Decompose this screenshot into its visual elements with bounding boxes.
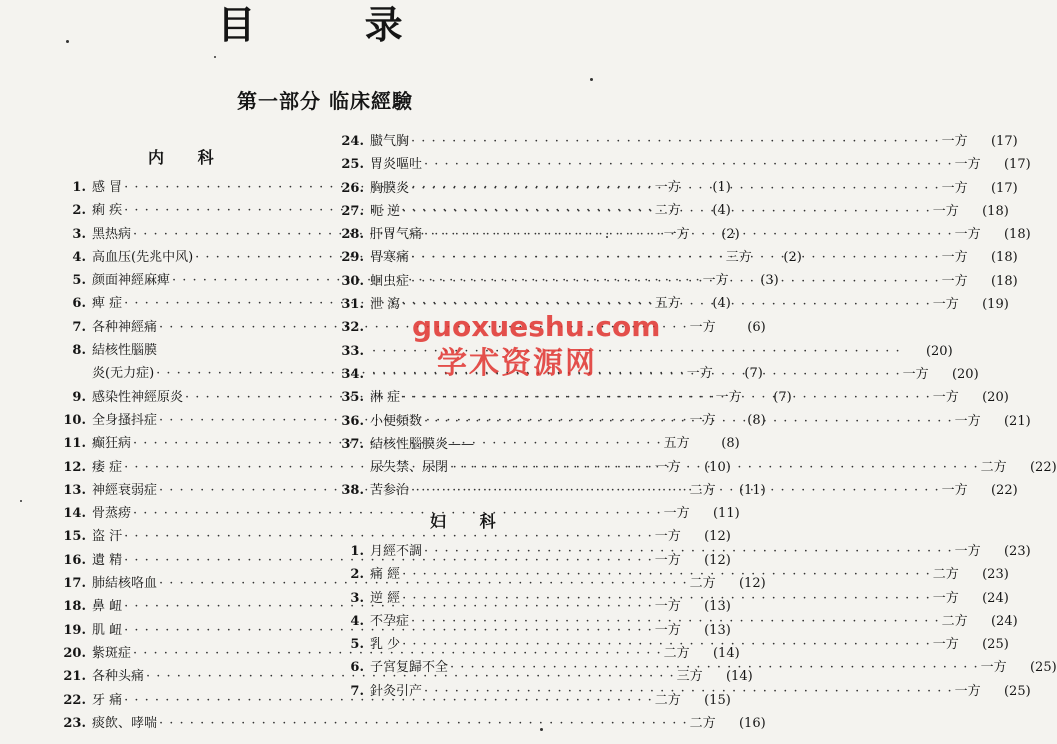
entry-number: 11. [63,436,86,452]
entry-prescription-count: 一方 [715,389,742,405]
entry-page: (18) [982,203,1009,219]
entry-number: 14. [63,506,86,522]
entry-number: 24. [341,134,364,149]
entry-page: (24) [982,590,1009,606]
toc-entry [58,525,731,548]
entry-prescription-count: 一方 [654,552,681,568]
toc-entry [58,339,310,362]
entry-title: 各种头痛 [92,669,145,685]
entry-number: 26. [341,180,364,196]
entry-title: 逆 經 [370,590,401,606]
entry-page: (20) [925,343,953,359]
entry-title: 針灸引产 [370,683,423,699]
entry-page: (24) [990,613,1018,629]
entry-number: 23. [63,715,86,731]
entry-prescription-count: 二方 [654,692,681,708]
entry-page: (17) [1003,157,1031,173]
entry-page: (12) [738,576,766,592]
entry-prescription-count: 二方 [654,203,681,219]
entry-prescription-count: 一方 [654,180,681,195]
entry-title: 痰飲、哮喘 [92,715,158,731]
entry-number: 29. [341,250,364,266]
entry-title: 黑热病 [92,226,132,242]
toc-entry [336,177,1018,200]
toc-entry [336,410,1031,433]
entry-number: 31. [341,297,364,313]
entry-prescription-count: 二方 [689,715,716,731]
entry-prescription-count: 一方 [686,366,713,382]
entry-prescription-count: 一方 [663,506,690,522]
entry-number: 5. [72,273,86,289]
entry-prescription-count: 五方 [663,436,690,452]
entry-title: 痢 疾 [92,203,123,219]
entry-page: (23) [982,567,1009,583]
entry-prescription-count: 一方 [932,390,959,406]
entry-title: 紫斑症 [92,645,132,661]
entry-prescription-count: 一方 [941,180,968,196]
entry-prescription-count: 一方 [954,544,981,559]
entry-prescription-count: 一方 [954,227,981,243]
entry-title: 全身搔抖症 [92,412,158,428]
entry-prescription-count: 一方 [654,529,681,545]
entry-number: 37. [341,436,364,452]
leader-dots [411,610,940,633]
entry-title: 炎(无力症) [92,366,155,382]
leader-dots [411,177,940,200]
entry-page: (10) [704,459,731,475]
leader-dots [411,270,940,293]
entry-number: 13. [63,482,86,498]
watermark [412,310,661,384]
entry-page: (20) [951,366,979,382]
entry-title: 痛 經 [370,567,401,583]
entry-page: (17) [990,180,1018,196]
entry-title: 高血压(先兆中风) [92,249,194,265]
entry-page: (11) [738,482,766,498]
leader-dots [159,712,688,735]
entry-number: 16. [63,552,86,568]
entry-title: 蛔虫症 [370,273,410,289]
entry-title: 呃 逆 [370,203,401,219]
entry-prescription-count: 二方 [689,576,716,592]
entry-title: 臌气胸 [370,134,410,149]
entry-number: 4. [72,249,86,265]
entry-title: 肺結核咯血 [92,576,158,592]
entry-number: 21. [63,669,86,685]
entry-title: 鼻 衄 [92,599,123,615]
toc-entry [336,386,1009,409]
entry-page: (13) [704,599,731,615]
leader-dots [450,656,979,679]
entry-page: (1) [712,180,731,195]
entry-prescription-count: 一方 [980,660,1007,676]
entry-page: (2) [783,249,802,265]
scan-speck [590,78,593,81]
entry-number: 30. [341,273,364,289]
entry-title: 不孕症 [370,613,410,629]
entry-page: (22) [990,483,1018,499]
entry-number: 33. [341,343,364,359]
leader-dots [450,456,979,479]
entry-title: 胃寒痛 [370,250,410,266]
entry-number: 4. [350,613,364,629]
entry-prescription-count: 一方 [941,273,968,289]
entry-number: 28. [341,227,364,243]
toc-entry [58,712,766,735]
entry-prescription-count: 二方 [663,645,690,661]
entry-prescription-count: 一方 [689,319,716,335]
entry-page: (19) [982,297,1009,313]
entry-number: 34. [341,366,364,382]
entry-page: (12) [704,529,731,545]
entry-title: 痺 症 [92,296,123,312]
leader-dots [402,563,931,586]
entry-page: (8) [721,436,740,452]
entry-number: 38. [341,483,364,499]
entry-number: 18. [63,599,86,615]
entry-number: 12. [63,459,86,475]
entry-title: 胃炎嘔吐 [370,157,423,173]
entry-title: 子宮复歸不全 [370,660,449,676]
entry-page: (23) [1003,544,1031,559]
entry-number: 19. [63,622,86,638]
entry-page: (8) [747,412,766,428]
entry-title: 胸膜炎 [370,180,410,196]
leader-dots [424,410,953,433]
entry-prescription-count: 一方 [654,459,681,475]
entry-title: 神經衰弱症 [92,482,158,498]
entry-prescription-count: 一方 [941,483,968,499]
entry-page: (4) [712,203,731,219]
entry-title: 痿 症 [92,459,123,475]
entry-title: 月經不調 [370,544,423,559]
entry-number: 32. [341,320,364,336]
entry-title: 骨蒸痨 [92,506,132,522]
scan-speck [20,500,22,502]
leader-dots [133,502,662,525]
entry-page: (7) [744,366,763,382]
entry-prescription-count: 一方 [941,250,968,266]
entry-prescription-count: 二方 [941,613,968,629]
entry-prescription-count: 一方 [954,683,981,699]
leader-dots [424,223,953,246]
entry-number: 8. [72,343,86,359]
entry-title: 淋 症 [370,390,401,406]
entry-title: 盗 汗 [92,529,123,545]
toc-entry [336,223,1031,246]
entry-title: 肝胃气痛 [370,227,423,243]
entry-number: 10. [63,412,86,428]
entry-page: (14) [712,645,740,661]
entry-number: 35. [341,390,364,406]
entry-prescription-count: 一方 [932,203,959,219]
entry-page: (20) [982,390,1009,406]
entry-prescription-count: 一方 [689,412,716,428]
entry-title: 遺 精 [92,552,123,568]
toc-entry [336,153,1031,176]
entry-prescription-count: 二方 [980,460,1007,476]
entry-page: (25) [982,637,1009,653]
entry-number: 3. [350,590,364,606]
entry-page: (25) [1003,683,1031,699]
entry-page: (25) [1029,660,1057,676]
entry-number: 7. [350,683,364,699]
entry-page: (7) [773,389,792,405]
leader-dots [411,479,940,502]
toc-entry [336,270,1018,293]
entry-prescription-count: 一方 [663,226,690,242]
entry-number: 1. [72,180,86,195]
entry-page: (16) [738,715,766,731]
entry-number: 36. [341,413,364,429]
entry-page: (18) [1003,227,1031,243]
leader-dots [402,633,931,656]
entry-prescription-count: 一方 [702,273,729,289]
entry-prescription-count: 一方 [932,297,959,313]
entry-prescription-count: 三方 [676,669,703,685]
entry-number: 20. [63,645,86,661]
entry-number: 17. [63,576,86,592]
entry-title: 各种神經痛 [92,319,158,335]
entry-page: (6) [747,319,766,335]
entry-title: 泄 瀉 [370,297,401,313]
entry-prescription-count: 一方 [654,622,681,638]
entry-number: 9. [72,389,86,405]
part-heading: 第一部分 临床經驗 [237,89,413,113]
entry-number: 5. [350,637,364,653]
entry-title: 颜面神經麻痺 [92,273,171,289]
entry-number: 6. [72,296,86,312]
entry-page: (14) [725,669,753,685]
entry-number: 3. [72,226,86,242]
scan-speck [214,56,216,58]
entry-prescription-count: 一方 [902,366,929,382]
entry-title: 感染性神經原炎 [92,389,184,405]
entry-title: 苦参治 [370,483,410,499]
leader-dots [402,386,931,409]
entry-prescription-count: 一方 [932,590,959,606]
entry-prescription-count: 一方 [932,637,959,653]
entry-prescription-count: 二方 [932,567,959,583]
scan-speck [66,40,69,43]
leader-dots [402,587,931,610]
watermark-url: guoxueshu.com [412,310,661,343]
entry-prescription-count: 一方 [954,157,981,173]
entry-number: 22. [63,692,86,708]
entry-title: 尿失禁、尿閉 [370,460,449,476]
entry-page: (18) [990,250,1018,266]
leader-dots [402,200,931,223]
entry-prescription-count: 一方 [954,413,981,429]
scan-speck [540,728,543,731]
entry-page: (15) [704,692,731,708]
leader-dots [424,680,953,703]
entry-title: 感 冒 [92,180,123,195]
entry-number: 7. [72,319,86,335]
section-heading-neike: 内 科 [148,148,228,167]
entry-page: (11) [712,506,740,522]
page-title: 目 录 [217,2,451,47]
entry-page: (4) [712,296,731,312]
entry-page: (13) [704,622,731,638]
entry-title: 結核性腦膜炎—— [370,436,475,452]
entry-title: 乳 少 [370,637,401,653]
entry-prescription-count: 五方 [654,296,681,312]
leader-dots [424,540,953,563]
entry-page: (22) [1029,460,1057,476]
entry-title: 牙 痛 [92,692,123,708]
entry-prescription-count: 三方 [725,249,752,265]
entry-title: 小便頻数 [370,413,423,429]
leader-dots [424,153,953,176]
leader-dots [411,130,940,153]
entry-page: (12) [704,552,731,568]
entry-number: 2. [350,567,364,583]
entry-number: 1. [350,544,364,559]
entry-prescription-count: 二方 [689,482,716,498]
entry-prescription-count: 一方 [654,599,681,615]
toc-entry [336,433,592,456]
scan-speck [606,236,608,238]
entry-page: (18) [990,273,1018,289]
entry-title: 癫狂病 [92,436,132,452]
entry-title: 肌 衄 [92,622,123,638]
entry-number: 6. [350,660,364,676]
watermark-chinese: 学术资源网 [437,346,597,381]
entry-page: (2) [721,226,740,242]
entry-page: (3) [760,273,779,289]
entry-title: 結核性腦膜 [92,343,158,359]
entry-page: (17) [990,134,1018,149]
entry-page: (21) [1003,413,1031,429]
entry-number: 27. [341,203,364,219]
section-heading-fuke: 妇 科 [430,512,510,531]
leader-dots [411,246,940,269]
entry-number: 2. [72,203,86,219]
entry-number: 25. [341,157,364,173]
toc-entry [336,130,1018,153]
entry-number: 15. [63,529,86,545]
entry-prescription-count: 一方 [941,134,968,149]
